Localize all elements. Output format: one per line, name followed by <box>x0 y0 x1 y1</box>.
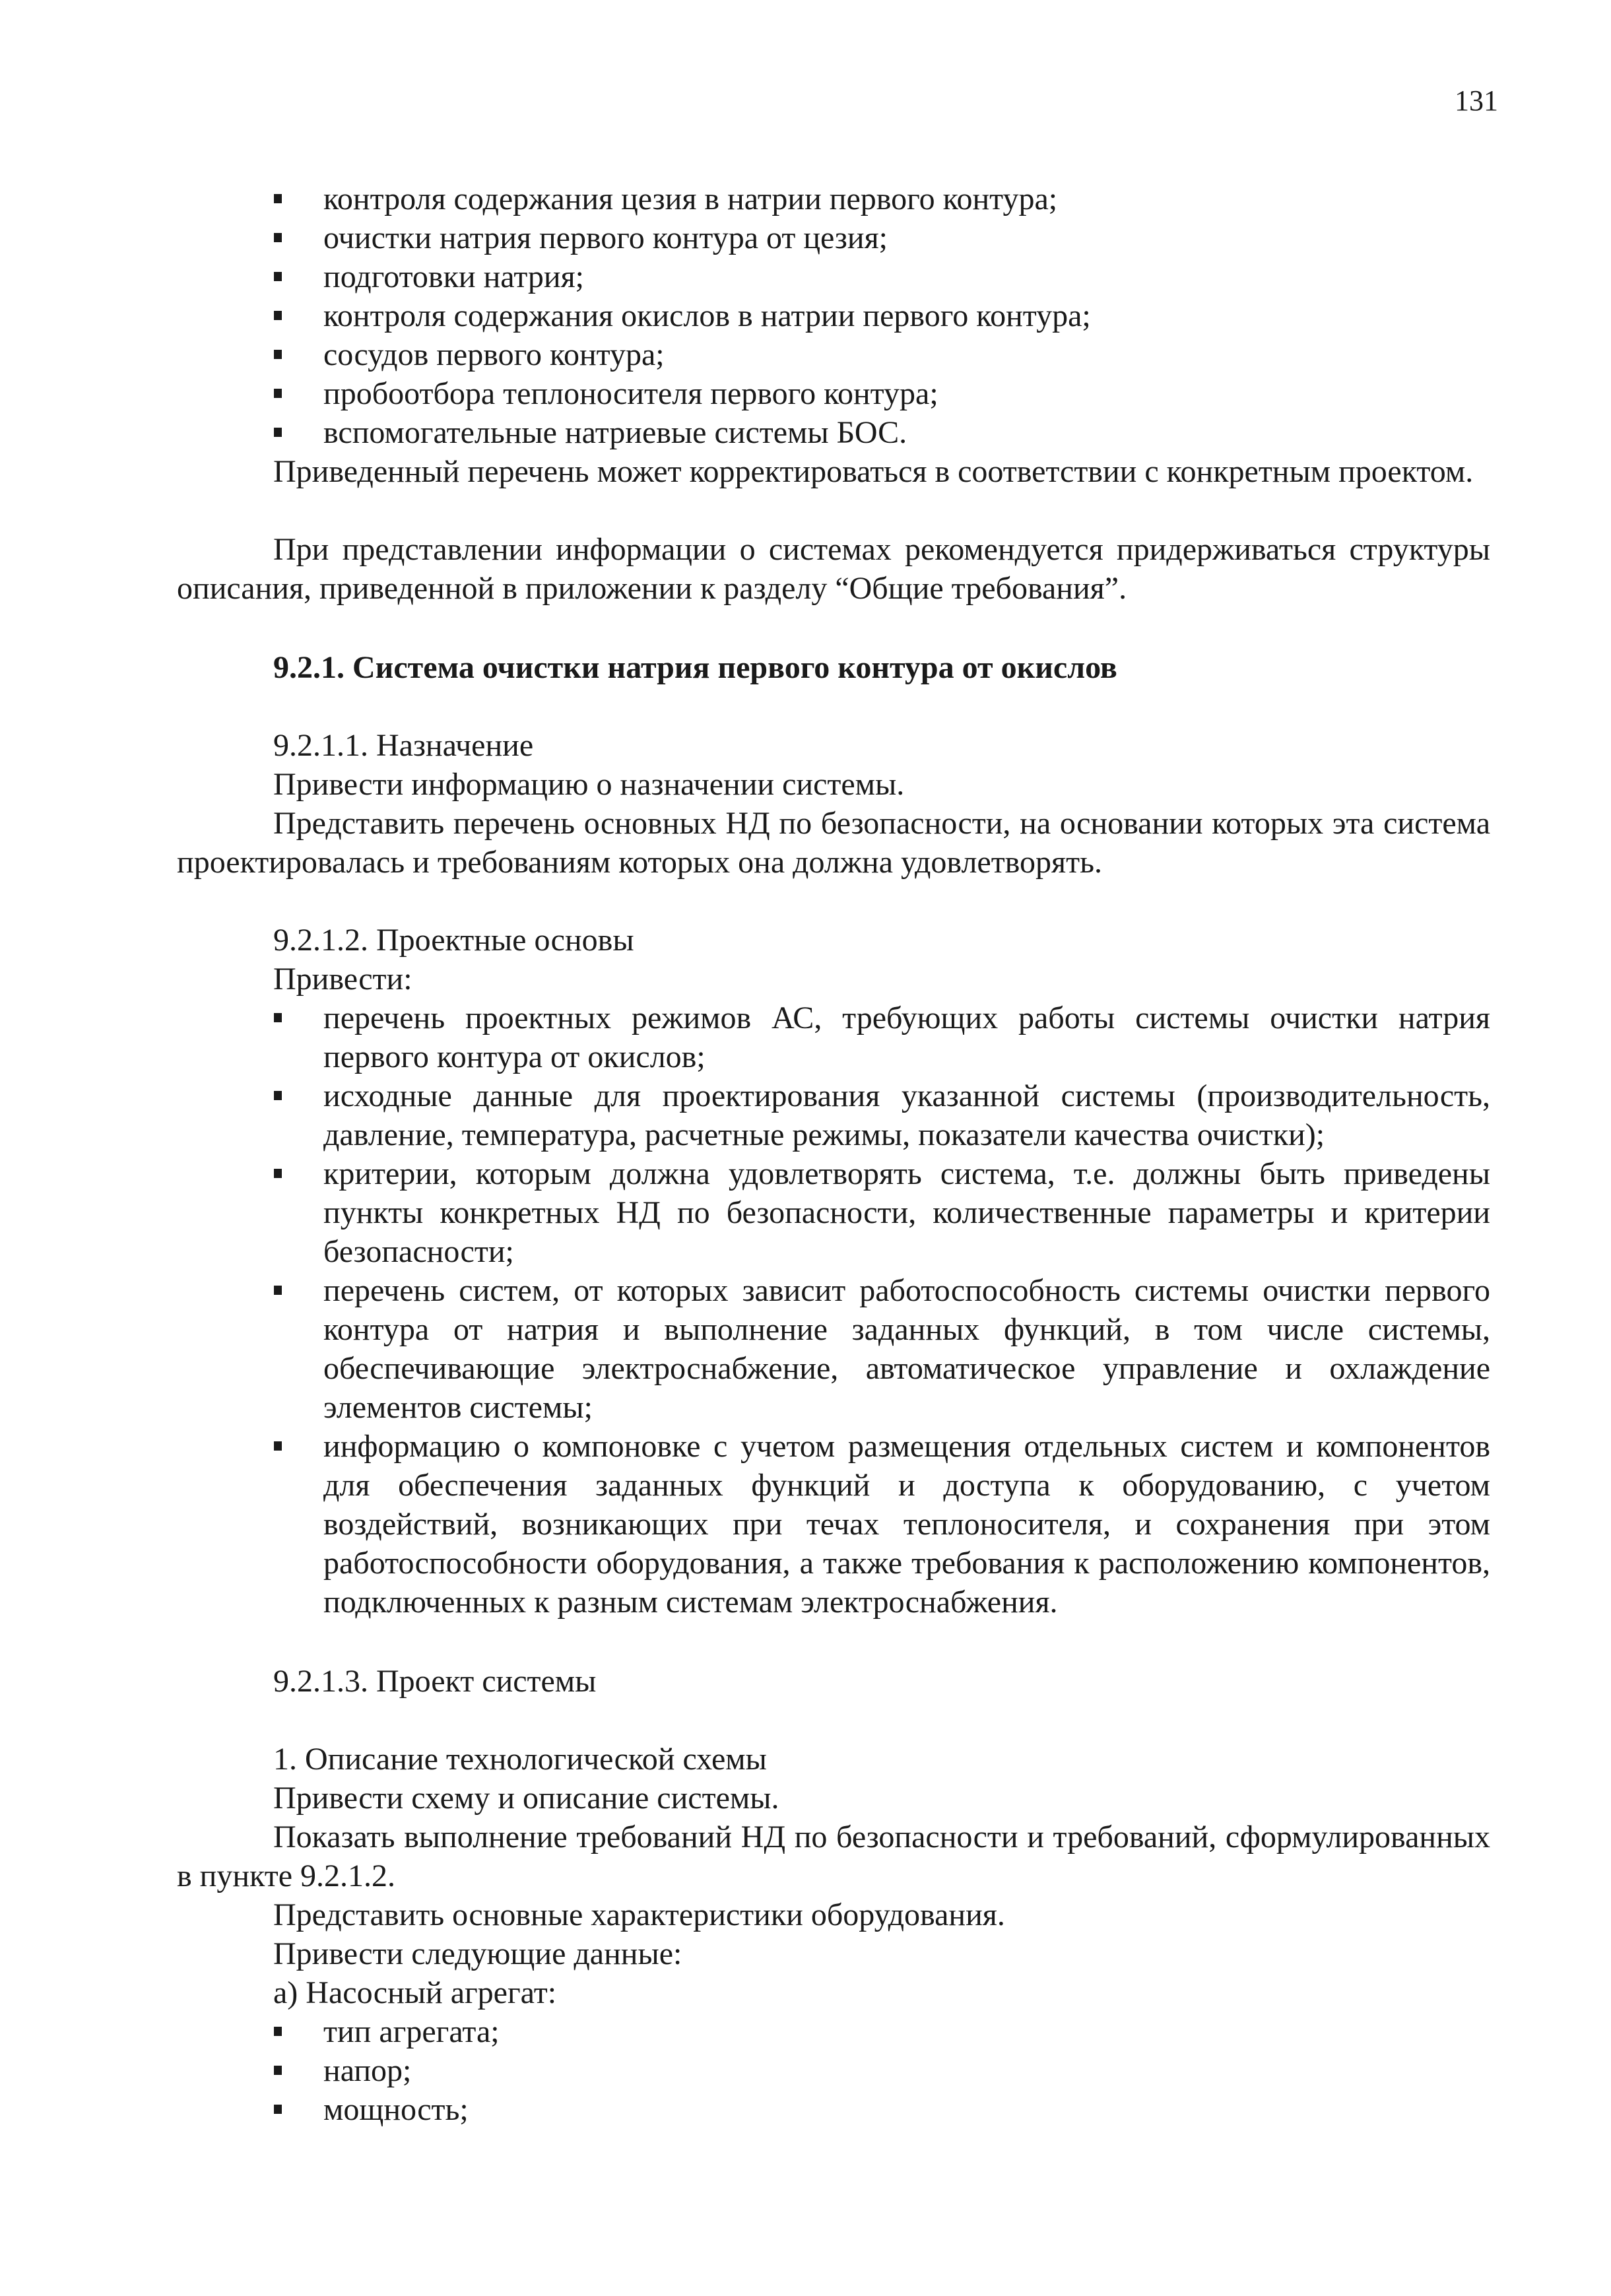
list-item: вспомогательные натриевые системы БОС. <box>177 413 1490 452</box>
list-item: очистки натрия первого контура от цезия; <box>177 218 1490 257</box>
paragraph-structure-note: При представлении информации о системах рекомендуется придерживаться структуры описания, приведенной в приложении к разделу “Общие требования”. <box>177 532 1490 606</box>
systems-list <box>177 180 1490 452</box>
list-item: перечень систем, от которых зависит работоспособность системы очистки первого контура от натрия и выполнение заданных функций, в том числе системы, обеспечивающие электроснабжение, автоматическое управление и охлаждение элементов системы; <box>177 1271 1490 1427</box>
paragraph: Представить перечень основных НД по безопасности, на основании которых эта система проектировалась и требованиям которых она должна удовлетворять. <box>177 806 1490 880</box>
list-item: контроля содержания цезия в натрии первого контура; <box>177 180 1490 218</box>
paragraph: Показать выполнение требований НД по безопасности и требований, сформулированных в пункте 9.2.1.2. <box>177 1820 1490 1893</box>
section-heading: 9.2.1. Система очистки натрия первого контура от окислов <box>273 650 1117 685</box>
page-number: 131 <box>1455 84 1498 117</box>
pump-data-list <box>177 2012 1490 2129</box>
paragraph: Привести схему и описание системы. <box>273 1781 779 1816</box>
subsection-title: 9.2.1.3. Проект системы <box>273 1664 597 1699</box>
list-item: информацию о компоновке с учетом размещения отдельных систем и компонентов для обеспечения заданных функций и доступа к оборудованию, с учетом воздействий, возникающих при течах теплоносителя, и сохранения при этом работоспособности оборудования, а также требования к расположению компонентов, подключенных к разным системам электроснабжения. <box>177 1427 1490 1622</box>
list-item: контроля содержания окислов в натрии первого контура; <box>177 296 1490 335</box>
list-item: мощность; <box>177 2090 1490 2129</box>
list-item: пробоотбора теплоносителя первого контура; <box>177 374 1490 413</box>
subsection-title: 9.2.1.2. Проектные основы <box>273 923 634 958</box>
square-bullet-icon <box>274 1286 282 1295</box>
square-bullet-icon <box>274 1441 282 1451</box>
list-item: подготовки натрия; <box>177 257 1490 296</box>
square-bullet-icon <box>274 2105 282 2114</box>
list-item: перечень проектных режимов АС, требующих работы системы очистки натрия первого контура от окислов; <box>177 999 1490 1076</box>
subsubsection-title: 1. Описание технологической схемы <box>273 1742 767 1777</box>
paragraph: Представить основные характеристики оборудования. <box>273 1897 1005 1932</box>
subsection-title: 9.2.1.1. Назначение <box>273 728 534 763</box>
paragraph: Привести: <box>273 962 412 997</box>
paragraph: Привести информацию о назначении системы. <box>273 767 905 802</box>
list-item: сосудов первого контура; <box>177 335 1490 374</box>
square-bullet-icon <box>274 428 282 437</box>
square-bullet-icon <box>274 1091 282 1100</box>
square-bullet-icon <box>274 2066 282 2075</box>
square-bullet-icon <box>274 1169 282 1178</box>
list-item: критерии, которым должна удовлетворять система, т.е. должны быть приведены пункты конкретных НД по безопасности, количественные параметры и критерии безопасности; <box>177 1154 1490 1271</box>
square-bullet-icon <box>274 2027 282 2036</box>
list-item: тип агрегата; <box>177 2012 1490 2051</box>
paragraph: Привести следующие данные: <box>273 1936 682 1971</box>
list-item: исходные данные для проектирования указанной системы (производительность, давление, температура, расчетные режимы, показатели качества очистки); <box>177 1076 1490 1154</box>
square-bullet-icon <box>274 1013 282 1022</box>
square-bullet-icon <box>274 272 282 281</box>
design-basis-list <box>177 999 1490 1622</box>
square-bullet-icon <box>274 311 282 320</box>
square-bullet-icon <box>274 350 282 359</box>
square-bullet-icon <box>274 233 282 242</box>
square-bullet-icon <box>274 194 282 203</box>
list-item: напор; <box>177 2051 1490 2090</box>
paragraph-list-note: Приведенный перечень может корректироваться в соответствии с конкретным проектом. <box>273 454 1474 489</box>
square-bullet-icon <box>274 389 282 398</box>
paragraph: а) Насосный агрегат: <box>273 1975 557 2010</box>
